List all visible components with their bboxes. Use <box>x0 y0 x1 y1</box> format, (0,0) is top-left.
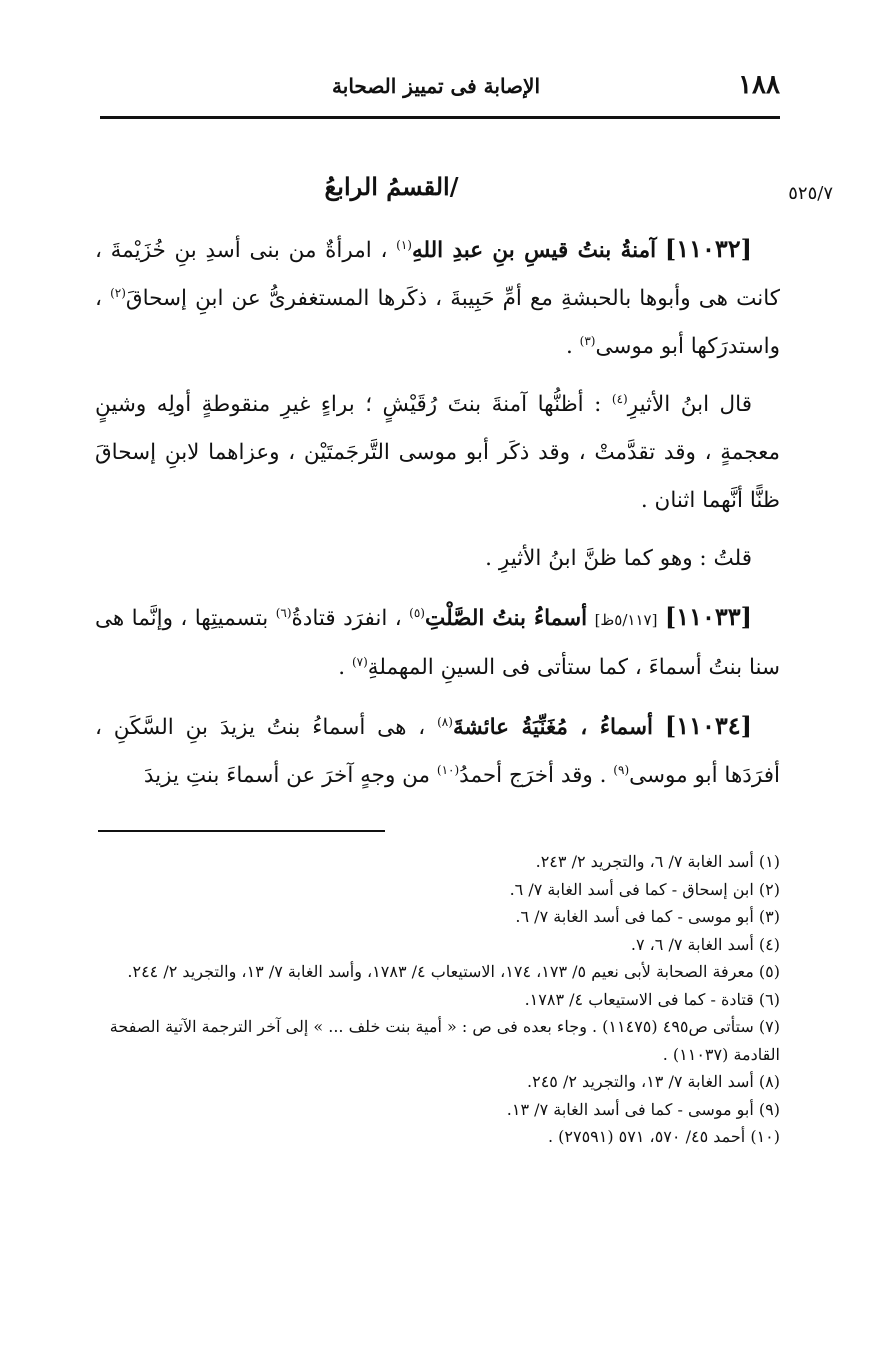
footnote-ref: (٧) <box>351 654 368 669</box>
entry-text: ، واستدرَكها أبو موسى <box>95 286 780 359</box>
footnote-ref: (٥) <box>409 605 425 620</box>
footnotes <box>95 848 780 1151</box>
entry-text: . وقد أخرَج أحمدُ <box>459 763 607 788</box>
footnote-rule <box>98 830 385 832</box>
footnote: (٨) أسد الغابة ٧/ ١٣، والتجريد ٢/ ٢٤٥. <box>527 1072 780 1091</box>
paragraph-comment: قلتُ : وهو كما ظنَّ ابنُ الأثيرِ . <box>485 546 752 571</box>
entry-text: ، انفرَد قتادةُ <box>291 606 402 631</box>
footnote: (١) أسد الغابة ٧/ ٦، والتجريد ٢/ ٢٤٣. <box>535 852 780 871</box>
paragraph-text: قال ابنُ الأثيرِ <box>627 392 753 417</box>
footnote-ref: (٦) <box>275 605 292 620</box>
header-rule <box>100 116 780 119</box>
footnote: (٧) ستأتى ص٤٩٥ (١١٤٧٥) . وجاء بعده فى ص : « أمية بنت خلف ... » إلى آخر الترجمة الآتية الصفحة القادمة (١١٠٣٧) . <box>109 1017 780 1064</box>
entry-name: أسماءُ ، مُغَنِّيَةُ عائشةَ <box>452 715 653 740</box>
footnote-ref: (١٠) <box>436 762 460 777</box>
margin-reference: ٥٢٥/٧ <box>788 183 833 204</box>
footnote-ref: (٢) <box>110 285 126 300</box>
entry-11034 <box>95 702 780 800</box>
entry-name: أسماءُ بنتُ الصَّلْتِ <box>424 606 588 631</box>
entry-11033 <box>95 593 780 692</box>
footnote: (٩) أبو موسى - كما فى أسد الغابة ٧/ ١٣. <box>506 1099 780 1119</box>
entry-text: . <box>338 655 346 680</box>
footnote-ref: (٤) <box>611 391 628 406</box>
footnote-ref: (٣) <box>579 333 596 348</box>
paragraph-ibn-athir <box>95 381 780 525</box>
entry-text: . <box>565 334 573 359</box>
footnote: (٣) أبو موسى - كما فى أسد الغابة ٧/ ٦. <box>515 907 780 926</box>
entry-text: ، امرأةٌ من بنى أسدِ بنِ خُزَيْمةَ ، كانت هى وأبوها بالحبشةِ مع أمِّ حَبِيبةَ ، ذكَرها المستغفرىُّ عن ابنِ إسحاقَ <box>95 238 780 311</box>
footnote: (٤) أسد الغابة ٧/ ٦، ٧. <box>630 934 780 954</box>
paragraph-text: : أظنُّها آمنةَ بنتَ رُقَيْشٍ ؛ براءٍ غيرِ منقوطةٍ أولِه وشينٍ معجمةٍ ، وقد تقدَّمتْ ، وقد ذكَر أبو موسى التَّرجَمتَيْن ، وعزاهما لابنِ إسحاقَ ظنًّا أنَّهما اثنان . <box>95 392 780 513</box>
main-text <box>95 225 780 810</box>
footnote: (٢) ابن إسحاق - كما فى أسد الغابة ٧/ ٦. <box>509 879 780 899</box>
footnote-ref: (١) <box>396 237 412 252</box>
footnote: (٥) معرفة الصحابة لأبى نعيم ٥/ ١٧٣، ١٧٤، الاستيعاب ٤/ ١٧٨٣، وأسد الغابة ٧/ ١٣، والتجريد ٢/ ٢٤٤. <box>127 962 780 981</box>
entry-text: بتسميتِها ، وإنَّما هى سنا بنتُ أسماءَ ، كما ستأتى فى السينِ المهملةِ <box>95 606 780 680</box>
footnote-ref: (٨) <box>437 714 453 729</box>
manuscript-ref: [٥/١١٧ظ] <box>594 611 658 629</box>
entry-text: ، هى أسماءُ بنتُ يزيدَ بنِ السَّكَنِ ، أفرَدَها أبو موسى <box>95 715 780 788</box>
page-number: ١٨٨ <box>738 70 780 100</box>
entry-name: آمنةُ بنتُ قيسِ بنِ عبدِ اللهِ <box>411 238 657 263</box>
entry-number: [١١٠٣٤] <box>664 711 752 740</box>
footnote-ref: (٩) <box>613 762 630 777</box>
running-title: الإصابة فى تمييز الصحابة <box>332 74 540 98</box>
section-title: /القسمُ الرابعُ <box>324 172 459 201</box>
footnote: (٦) قتادة - كما فى الاستيعاب ٤/ ١٧٨٣. <box>524 989 780 1009</box>
page-header <box>100 62 780 120</box>
entry-number: [١١٠٣٢] <box>664 234 753 263</box>
footnote: (١٠) أحمد ٤٥/ ٥٧٠، ٥٧١ (٢٧٥٩١) . <box>547 1127 780 1146</box>
entry-number: [١١٠٣٣] <box>664 602 753 631</box>
entry-11032 <box>95 225 780 371</box>
entry-text: من وجهٍ آخرَ عن أسماءَ بنتِ يزيدَ <box>143 763 431 788</box>
